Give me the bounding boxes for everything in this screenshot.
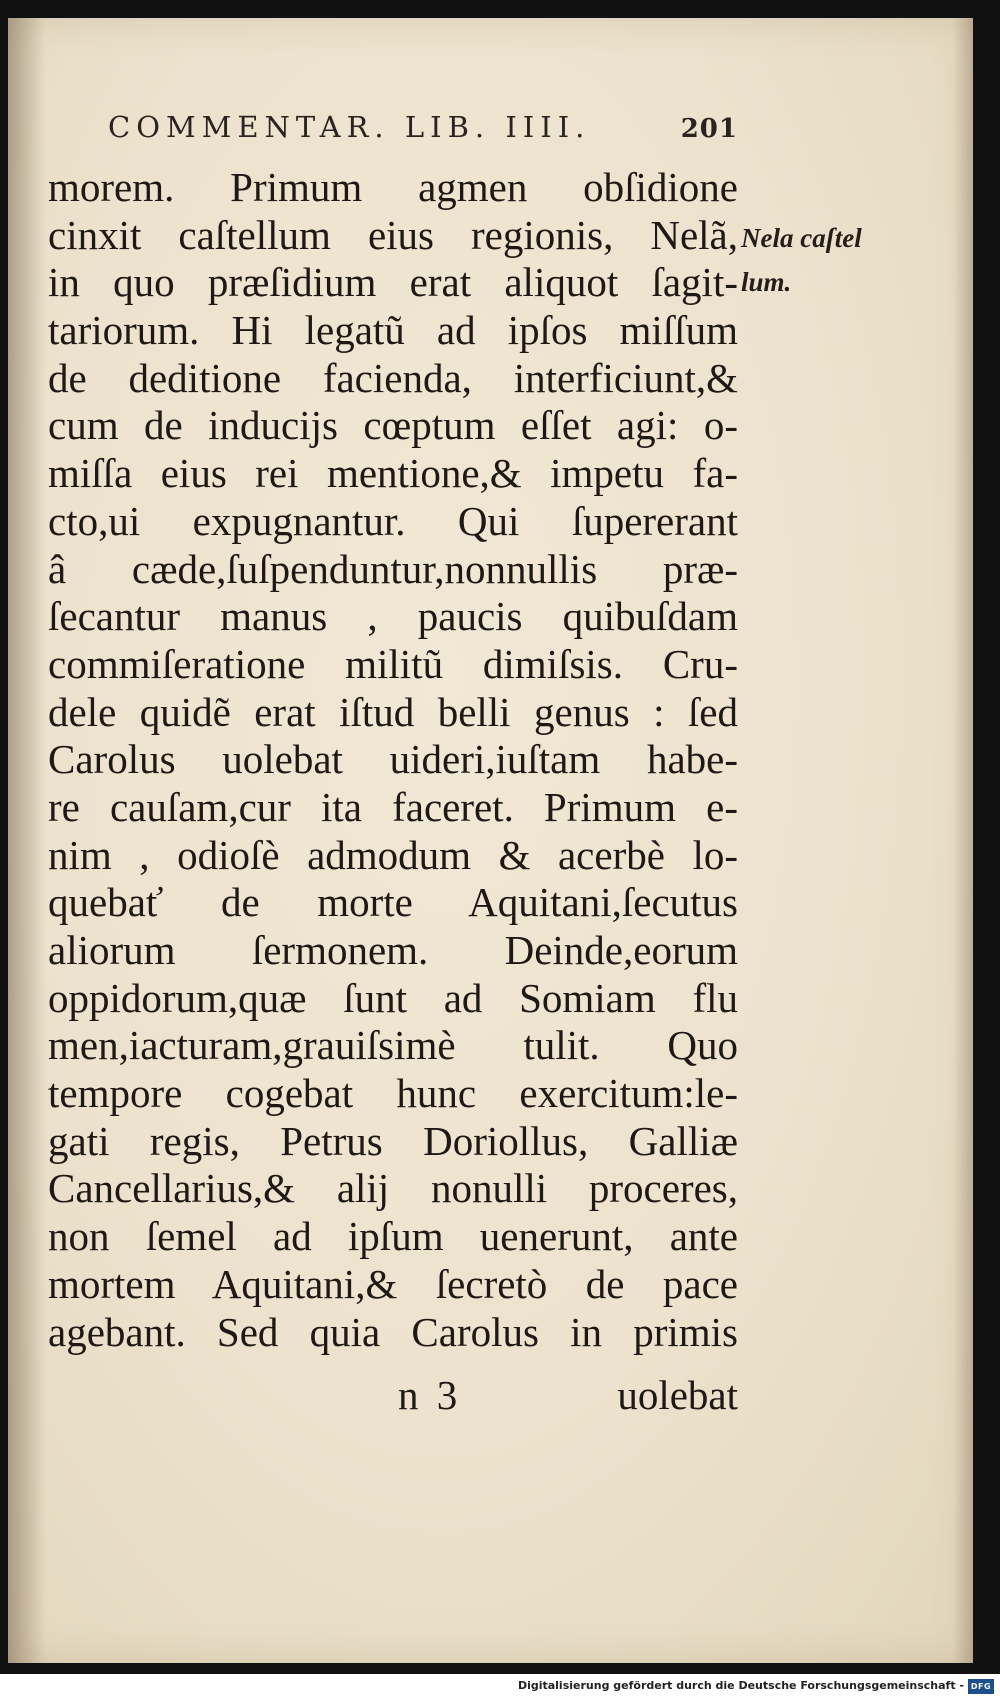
marginal-note <box>741 216 901 304</box>
text-line: commiſeratione militũ dimiſsis. Cru- <box>48 640 738 687</box>
text-line: morem. Primum agmen obſidione <box>48 164 738 210</box>
text-line: Carolus uolebat uideri,iuſtam habe- <box>48 736 738 783</box>
signature-mark: n 3 <box>398 1372 462 1418</box>
catchline <box>398 1371 738 1419</box>
text-line: nim , odioſè admodum & acerbè lo- <box>48 831 738 878</box>
funding-credit: Digitalisierung gefördert durch die Deutsche Forschungsgemeinschaft - <box>517 1679 964 1692</box>
text-line: Cancellarius,& alij nonulli proceres, <box>48 1165 738 1212</box>
text-line: mortem Aquitani,& ſecretò de pace <box>48 1260 738 1307</box>
text-line: tariorum. Hi legatũ ad ipſos miſſum <box>48 307 738 354</box>
text-line: re cauſam,cur ita faceret. Primum e- <box>48 783 738 830</box>
running-head <box>108 110 738 150</box>
catchword: uolebat <box>617 1372 738 1418</box>
text-line: miſſa eius rei mentione,& impetu fa- <box>48 450 738 497</box>
marginal-note-line: Nela caſtel <box>741 223 862 253</box>
text-line: non ſemel ad ipſum uenerunt, ante <box>48 1213 738 1260</box>
dfg-logo-icon: DFG <box>968 1679 994 1694</box>
marginal-note-line: lum. <box>741 267 792 297</box>
text-line: cinxit caſtellum eius regionis, Nelã, <box>48 211 738 258</box>
text-line: tempore cogebat hunc exercitum:le- <box>48 1070 738 1117</box>
text-line: men,iacturam,grauiſsimè tulit. Quo <box>48 1022 738 1069</box>
text-line: agebant. Sed quia Carolus in primis <box>48 1308 738 1355</box>
text-line: â cæde,ſuſpenduntur,nonnullis præ- <box>48 545 738 592</box>
text-line: cum de inducijs cœptum eſſet agi: o- <box>48 402 738 449</box>
text-line: aliorum ſermonem. Deinde,eorum <box>48 927 738 973</box>
text-line: ſecantur manus , paucis quibuſdam <box>48 593 738 640</box>
book-page <box>8 18 973 1663</box>
page-number: 201 <box>680 114 738 144</box>
text-line: cto,ui expugnantur. Qui ſupererant <box>48 497 738 544</box>
text-line: de deditione facienda, interficiunt,& <box>48 354 738 401</box>
text-line: quebať de morte Aquitani,ſecutus <box>48 879 738 926</box>
text-line: gati regis, Petrus Doriollus, Galliæ <box>48 1117 738 1164</box>
text-line: dele quidẽ erat iſtud belli genus : ſed <box>48 688 738 735</box>
running-title: COMMENTAR. LIB. IIII. <box>108 110 591 144</box>
digitization-credit-bar <box>0 1674 1000 1700</box>
text-line: in quo præſidium erat aliquot ſagit- <box>48 259 738 306</box>
body-text <box>48 164 738 1356</box>
text-line: oppidorum,quæ ſunt ad Somiam flu <box>48 974 738 1021</box>
